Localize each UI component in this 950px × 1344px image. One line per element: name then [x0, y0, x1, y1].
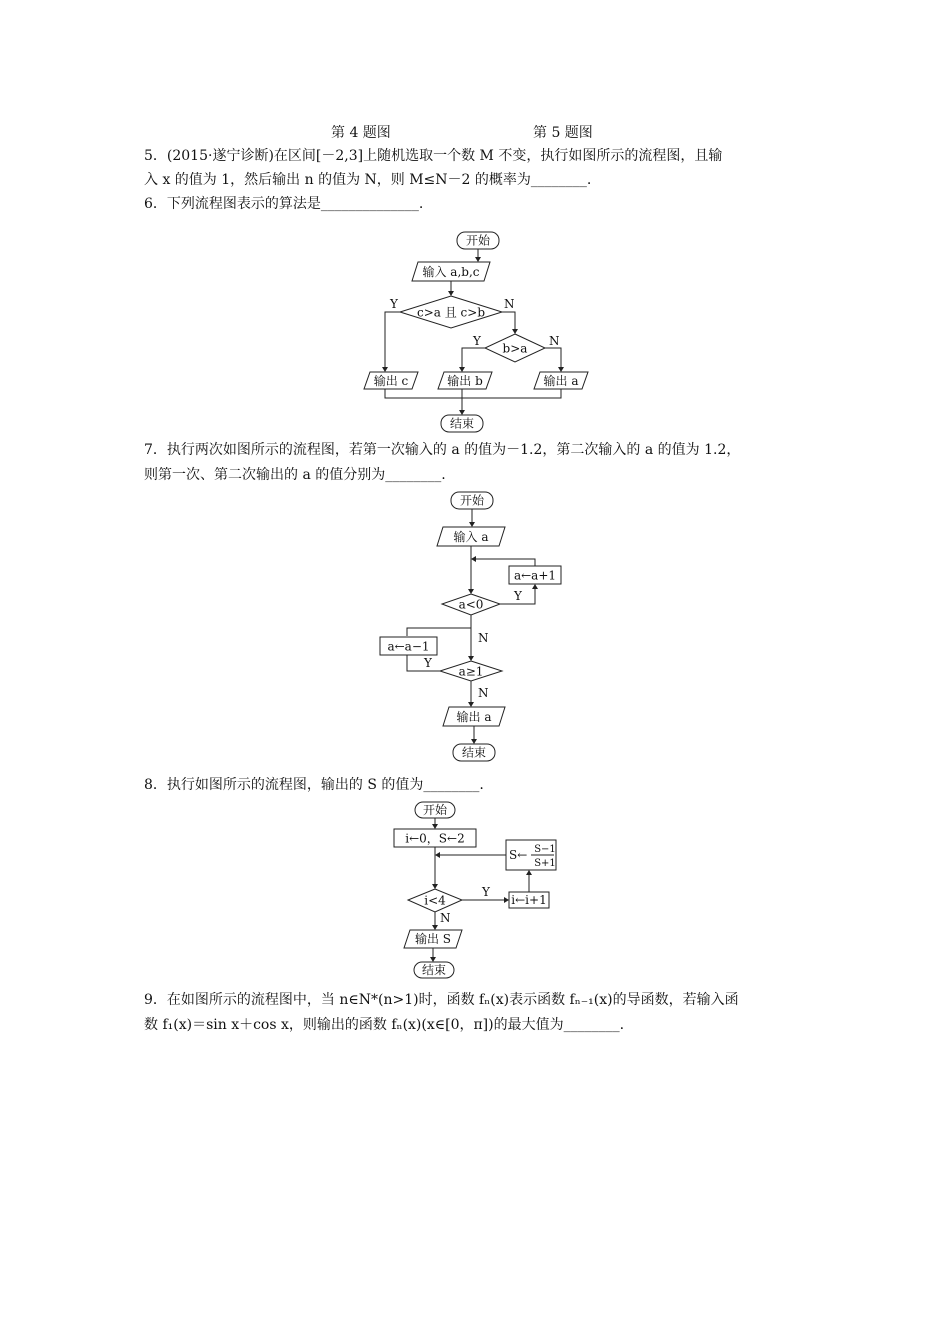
question-7-line-1: 7．执行两次如图所示的流程图，若第一次输入的 a 的值为－1.2，第二次输入的 a 的值为 1.2， [144, 442, 741, 458]
condition-2-label: a≥1 [458, 664, 484, 679]
no-label: N [504, 297, 515, 311]
no-label: N [478, 631, 489, 645]
question-7-line-2: 则第一次、第二次输出的 a 的值分别为________. [144, 467, 446, 483]
figure-4-caption: 第 4 题图 [331, 125, 391, 141]
start-label: 开始 [422, 803, 448, 817]
question-8-line-1: 8．执行如图所示的流程图，输出的 S 的值为________. [144, 777, 484, 793]
question-5-line-2: 入 x 的值为 1，然后输出 n 的值为 N，则 M≤N－2 的概率为________. [144, 172, 592, 188]
start-label: 开始 [459, 493, 485, 508]
question-9-line-2: 数 f₁(x)＝sin x＋cos x，则输出的函数 fₙ(x)(x∈[0，π])的最大值为________. [144, 1017, 625, 1033]
no-label: N [440, 911, 451, 925]
output-b-label: 输出 b [447, 374, 483, 388]
increment-label: i←i+1 [511, 893, 547, 907]
end-label: 结束 [421, 963, 447, 977]
condition-label: i<4 [424, 893, 446, 908]
s-prefix: S← [509, 848, 528, 862]
init-label: i←0，S←2 [405, 831, 465, 846]
question-6-line-1: 6．下列流程图表示的算法是______________. [144, 196, 424, 212]
end-label: 结束 [461, 745, 487, 760]
start-label: 开始 [465, 233, 491, 248]
output-c-label: 输出 c [373, 374, 409, 388]
yes-label: Y [424, 656, 432, 670]
question-5-line-1: 5．(2015·遂宁诊断)在区间[－2,3]上随机选取一个数 M 不变，执行如图所示的流程图，且输 [144, 148, 723, 164]
s-denominator: S+1 [534, 858, 556, 869]
question-6-flowchart [360, 228, 590, 438]
condition-1-label: c>a 且 c>b [416, 305, 486, 320]
end-label: 结束 [449, 416, 475, 431]
input-label: 输入 a [453, 530, 489, 544]
question-9-line-1: 9．在如图所示的流程图中，当 n∈N*(n>1)时，函数 fₙ(x)表示函数 fₙ₋₁(x)的导函数，若输入函 [144, 992, 739, 1008]
decrement-label: a←a−1 [387, 639, 430, 654]
output-a-label: 输出 a [543, 374, 579, 388]
yes-label: Y [482, 885, 490, 899]
no-label: N [478, 686, 489, 700]
increment-label: a←a+1 [513, 568, 557, 583]
s-numerator: S−1 [534, 844, 556, 855]
yes-label: Y [514, 589, 522, 603]
figure-5-caption: 第 5 题图 [533, 125, 593, 141]
condition-1-label: a<0 [458, 597, 484, 612]
question-8-flowchart [385, 796, 565, 986]
yes-label: Y [390, 297, 398, 311]
output-label: 输出 S [414, 932, 452, 946]
no-label: N [549, 334, 560, 348]
yes-label: Y [473, 334, 481, 348]
question-7-flowchart [370, 488, 570, 766]
output-label: 输出 a [456, 710, 492, 724]
input-label: 输入 a,b,c [422, 265, 480, 279]
condition-2-label: b>a [502, 341, 528, 356]
